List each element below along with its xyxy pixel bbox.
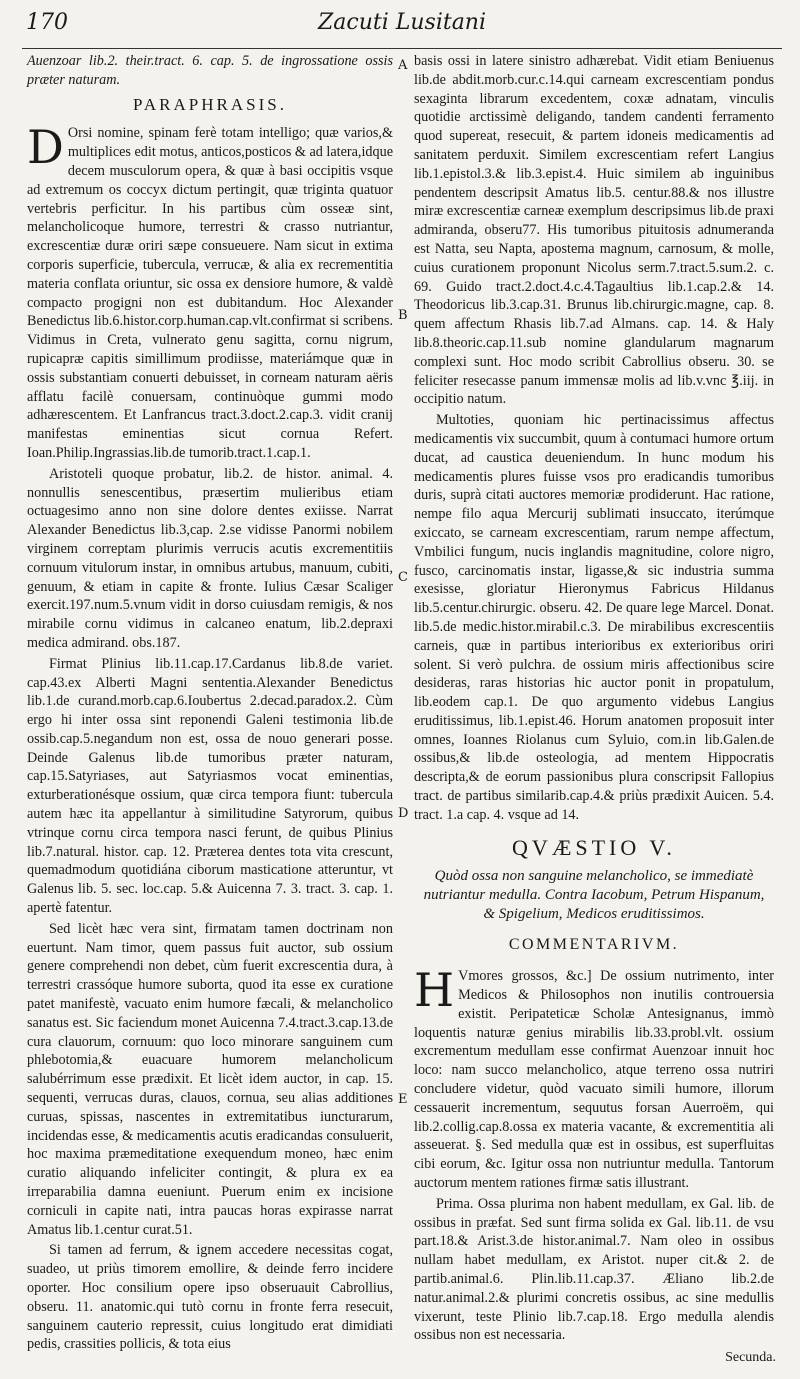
page-number: 170 bbox=[26, 10, 68, 35]
paragraph-text: Vmores grossos, &c.] De ossium nutrimento, inter Medicos & Philosophos non inutilis controuersia existit. Peripateticæ Scholæ Antesignanus, immò loquentis naturæ genius mirabilis lib.33.probl.vlt. ossium excrementum medullam esse confirmat Auenzoar innuit hoc loco: nam succo melancholico, atque terreno ossa nutriri concludere videtur, quòd vacuato simili humore, illorum cessauerit incrementum, sequutus forsan Auerroëm, qui lib.2.collig.cap.8.ossa ex materia vacante, & excrementitia ali asseuerat. §. Sed medulla quæ est in ossibus, est superfluitas cibi eorum, &c. Igitur ossa non nutriuntur medulla. Tantorum auctorum mentem rationes firmæ satis illustrant. bbox=[414, 968, 774, 1192]
paragraph bbox=[414, 963, 774, 1193]
paragraph bbox=[27, 120, 393, 462]
paragraph: Sed licèt hæc vera sint, firmatam tamen doctrinam non euertunt. Nam timor, quem passus fuit auctor, sub ossium genere comprehendi non debet, cùm fuerit excrescentia dura, à terrestri crassóque humore suborta, quod ita esse ex curatione patet manifestè, vacuato enim humore fæcali, & melancholico sanatus est. Sic faciendum monet Auicenna 7.4.tract.3.cap.13.de cura clauorum, cornuum: quo loco minorare sanguinem cum phlebotomia,& euacuare humorem melancholicum salubérrimum esse prædixit. Et licèt idem auctor, in cap. 15. sequenti, verrucas duras, clauos, cornua, seu alias additiones curuas, spissas, nascentes in extremitatibus iuncturarum, incidendas esse, & medicamentis acutis eradicandas consuluerit, hoc maxima præmeditatione exequendum moneo, hæc enim curatio aliquando infeliciter contingit, & plura ex ea irreparabilia damna eueniunt. Puerum enim ex incisione corniculi in capite nati, intra paucas horas expirasse narrat Amatus lib.1.centur curat.51. bbox=[27, 920, 393, 1238]
running-title: Zacuti Lusitani bbox=[317, 10, 487, 35]
quaestio-subtitle: Quòd ossa non sanguine melancholico, se immediatè nutriantur medulla. Contra Iacobum, Petrum Hispanum, & Spigelium, Medicos eruditissimos. bbox=[423, 868, 765, 923]
margin-letter-c: C bbox=[398, 570, 408, 585]
margin-letter-d: D bbox=[398, 806, 409, 821]
margin-letter-b: B bbox=[398, 308, 408, 323]
paragraph: basis ossi in latere sinistro adhærebat. Vidit etiam Beniuenus lib.de abdit.morb.cur.c.14.qui carneam excrescentiam pondus sexaginta librarum excedentem, coxæ adnatam, vinculis quotidie arctissimè deligando, tandem candenti ferramento quod supereat, resecuit, & partem idoneis medicamentis ad sanitatem perduxit. Similem excrescentiam refert Langius lib.1.epistol.3.& lib.3.epist.4. Huic similem ab inguinibus pendentem descripsit Amatus lib.5. centur.88.& nos illustre miræ excrescentiæ carneæ exemplum descripsimus lib.de praxi admiranda, obseru77. His tumoribus pituitosis adnumeranda est Natta, seu Napta, apostema magnum, carnosum, & molle, cuius curationem proponunt Nicolus serm.7.tract.5.sum.2. c. 69. Guido tract.2.doct.4.c.4.Tagaultius lib.1.cap.2.& 14. Theodoricus lib.3.cap.31. Brunus lib.chirurgic.magne, cap. 8. quem affectum Rhasis lib.7.ad Almans. cap. 14. & Haly lib.8.theoric.cap.11.sub nomine glandularum magnarum complexi sunt. Hoc modo scribit Cabrollius obseru. 30. se feliciter resecasse panum immensæ molis ad lib.v.vnc ℥.iij. in occipitio natum. bbox=[414, 53, 774, 408]
margin-letter-e: E bbox=[398, 1092, 408, 1107]
quaestio-heading: QVÆSTIO V. bbox=[512, 834, 676, 860]
drop-cap: D bbox=[27, 120, 64, 175]
paragraph: Aristoteli quoque probatur, lib.2. de histor. animal. 4. nonnullis senescentibus, præsertim mulieribus etiam octuagesimo anno non sine dolore dentes exiisse. Narrat Alexander Benedictus lib.3,cap. 2.se vidisse Panormi nobilem virginem correptam plurimis verrucis acutis excrementitiis cornuum vitulorum instar, in omnibus artubus, manuum, cubiti, genuum, & etiam in capite & fronte. Iulius Cæsar Scaliger exercit.197.num.5.vnum vidit in dorso cuiusdam remigis, & nos mirabile cornu vidimus in calcaneo enatum, lib.2.depraxi medica admirand. obs.187. bbox=[27, 465, 393, 651]
paragraph: Prima. Ossa plurima non habent medullam, ex Gal. lib. de ossibus in præfat. Sed sunt firma solida ex Gal. lib.11. de vsu part.18.& Arist.3.de histor.animal.7. Nam oleo in ossibus nullam habet medullam, ex Aristot. nuper cit.& 2. de partib.animal.6. Plin.lib.11.cap.37. Æliano lib.2.de natur.animal.2.& plurimi concretis ossibus, ac sine medullis vixerunt, teste Plinio lib.7.cap.18. Ergo medulla alendis ossibus non est necessaria. bbox=[414, 1195, 774, 1344]
commentarium-heading: COMMENTARIVM. bbox=[508, 936, 680, 954]
paragraph: Firmat Plinius lib.11.cap.17.Cardanus lib.8.de variet. cap.43.ex Alberti Magni sententia.Alexander Benedictus lib.1.de curand.morb.cap.6.Ioubertus 2.decad.paradox.2. Cùm ergo hi inter ossa sint reponendi Galeni testimonia lib.de ossib.cap.5.negandum non est, ossa de nouo generari posse. Deinde Galenus lib.de tumoribus præter naturam, cap.15.Satyriases, aut Satyriasmos vocat eminentias, exturberationésque ossium, quæ circa tempora fiunt: tubercula autem hæc ita appellantur à similitudine Satyrorum, quibus vtrinque cornu circa tempora nasci ferunt, de quibus Plinius lib.7.natural. histor. cap. 12. Præterea dentes tota vita crescunt, quemadmodum quotidiána ciborum masticatione atteruntur, vt Galenus lib. 5. sec. loc.cap. 5.& Auicenna 7. 3. tract. 3. cap. 1. apertè fatentur. bbox=[27, 655, 393, 917]
paragraph-text: Orsi nomine, spinam ferè totam intelligo; quæ varios,& multiplices edit motus, anticos,posticos & ad latera,idque decem musculorum opera, & quæ à basi occipitis vsque ad extremum os coccyx dictum pertingit, quæ triginta quatuor vertebris perficitur. In his partibus cùm osseæ sint, melancholicoque humore, terrestri & crasso nutriantur, excrescentiæ duræ oriri sæpe consueuere. Nam sicut in extima corporis superficie, tubercula, verrucæ, & alia ex recrementitia materia conflata oriuntur, sic ossa ex densiore humore, & valdè compacto progigni non est dubitandum. Hoc Alexander Benedictus lib.6.histor.corp.human.cap.vlt.confirmat si scribens. Vidimus in Creta, vulnerato genu sagitta, cornu nigrum, rupicapræ capitis simillimum prodiisse, materiámque quæ in ossis substantiam conuerti debuisset, in corneam naturam aëris afflatu facilè conuersam, continuòque gummi modo adhærescentem. Et Lanfrancus tract.3.doct.2.cap.3. vidit cranij manifestas eminentias sicut cornua Refert. Ioan.Philip.Ingrassias.lib.de tumorib.tract.1.cap.1. bbox=[27, 125, 393, 461]
margin-letter-a: A bbox=[398, 58, 408, 73]
paragraph: Si tamen ad ferrum, & ignem accedere necessitas cogat, suadeo, ut priùs timorem emollire, & deinde ferro incidere oporter. Hoc consilium opere ipso obseruauit Cabrollius, obseru. 11. anatomic.qui tutò cornu in fronte ferra resecuit, sanguinem cauterio repressit, cuius longitudo erat dimidiati pedis, crassities pollicis, & tota eius bbox=[27, 1242, 393, 1353]
catchword: Secunda. bbox=[725, 1350, 776, 1365]
paragraph: Multoties, quoniam hic pertinacissimus affectus medicamentis vix succumbit, quum à contumaci humore ortum ducat, ad caustica deueniendum. In hunc modum his medicamentis plures fuisse vsos pro eradicandis tumoribus duris, suprà citati auctores memoriæ prodiderunt. Hac ratione, nempe filo aqua Mercurij sublimati insuccato, iterúmque exiccato, se carneam excrescentiam, rarum nempe affectum, Vmbilici fungum, nucis inglandis magnitudine, colore nigro, fusco, carcinomatis instar, ligasse,& sic industria summa exesisse, gloriatur Hieronymus Fabricus Hildanus lib.5.centur.chirurgic. obseru. 42. De quare lege Marcel. Donat. lib.5.de medic.histor.mirabil.c.3. De mirabilibus excrescentiis carneis, quæ in partibus interioribus ex exterioribus oriri solent. Si verò pulchra. de ossium miris affectionibus scire desideras, raras historias hic auctor ponit in propatulum, lib.eodem cap.1. De quo argumento videbus Langius eruditissimus, lib.1.epist.46. Horum anatomen proposuit inter omnes, Ioannes Riolanus cum Syluio, com.in lib.Galen.de ossibus,& lib.de osteologia, ad mentem Hippocratis descripta,& de eorum passionibus plura conscripsit Fallopius tract. de partibus similarib.cap.4.& priùs prædixit Auicen. 5.4. tract. 1.a cap. 4. vsque ad 14. bbox=[414, 412, 774, 823]
left-column bbox=[27, 52, 393, 1354]
paraphrasis-heading: PARAPHRASIS. bbox=[133, 94, 287, 114]
right-column bbox=[414, 52, 774, 1345]
opening-citation: Auenzoar lib.2. their.tract. 6. cap. 5. de ingrossatione ossis præter naturam. bbox=[27, 53, 393, 88]
page-header bbox=[22, 6, 782, 49]
drop-cap: H bbox=[414, 963, 455, 1018]
